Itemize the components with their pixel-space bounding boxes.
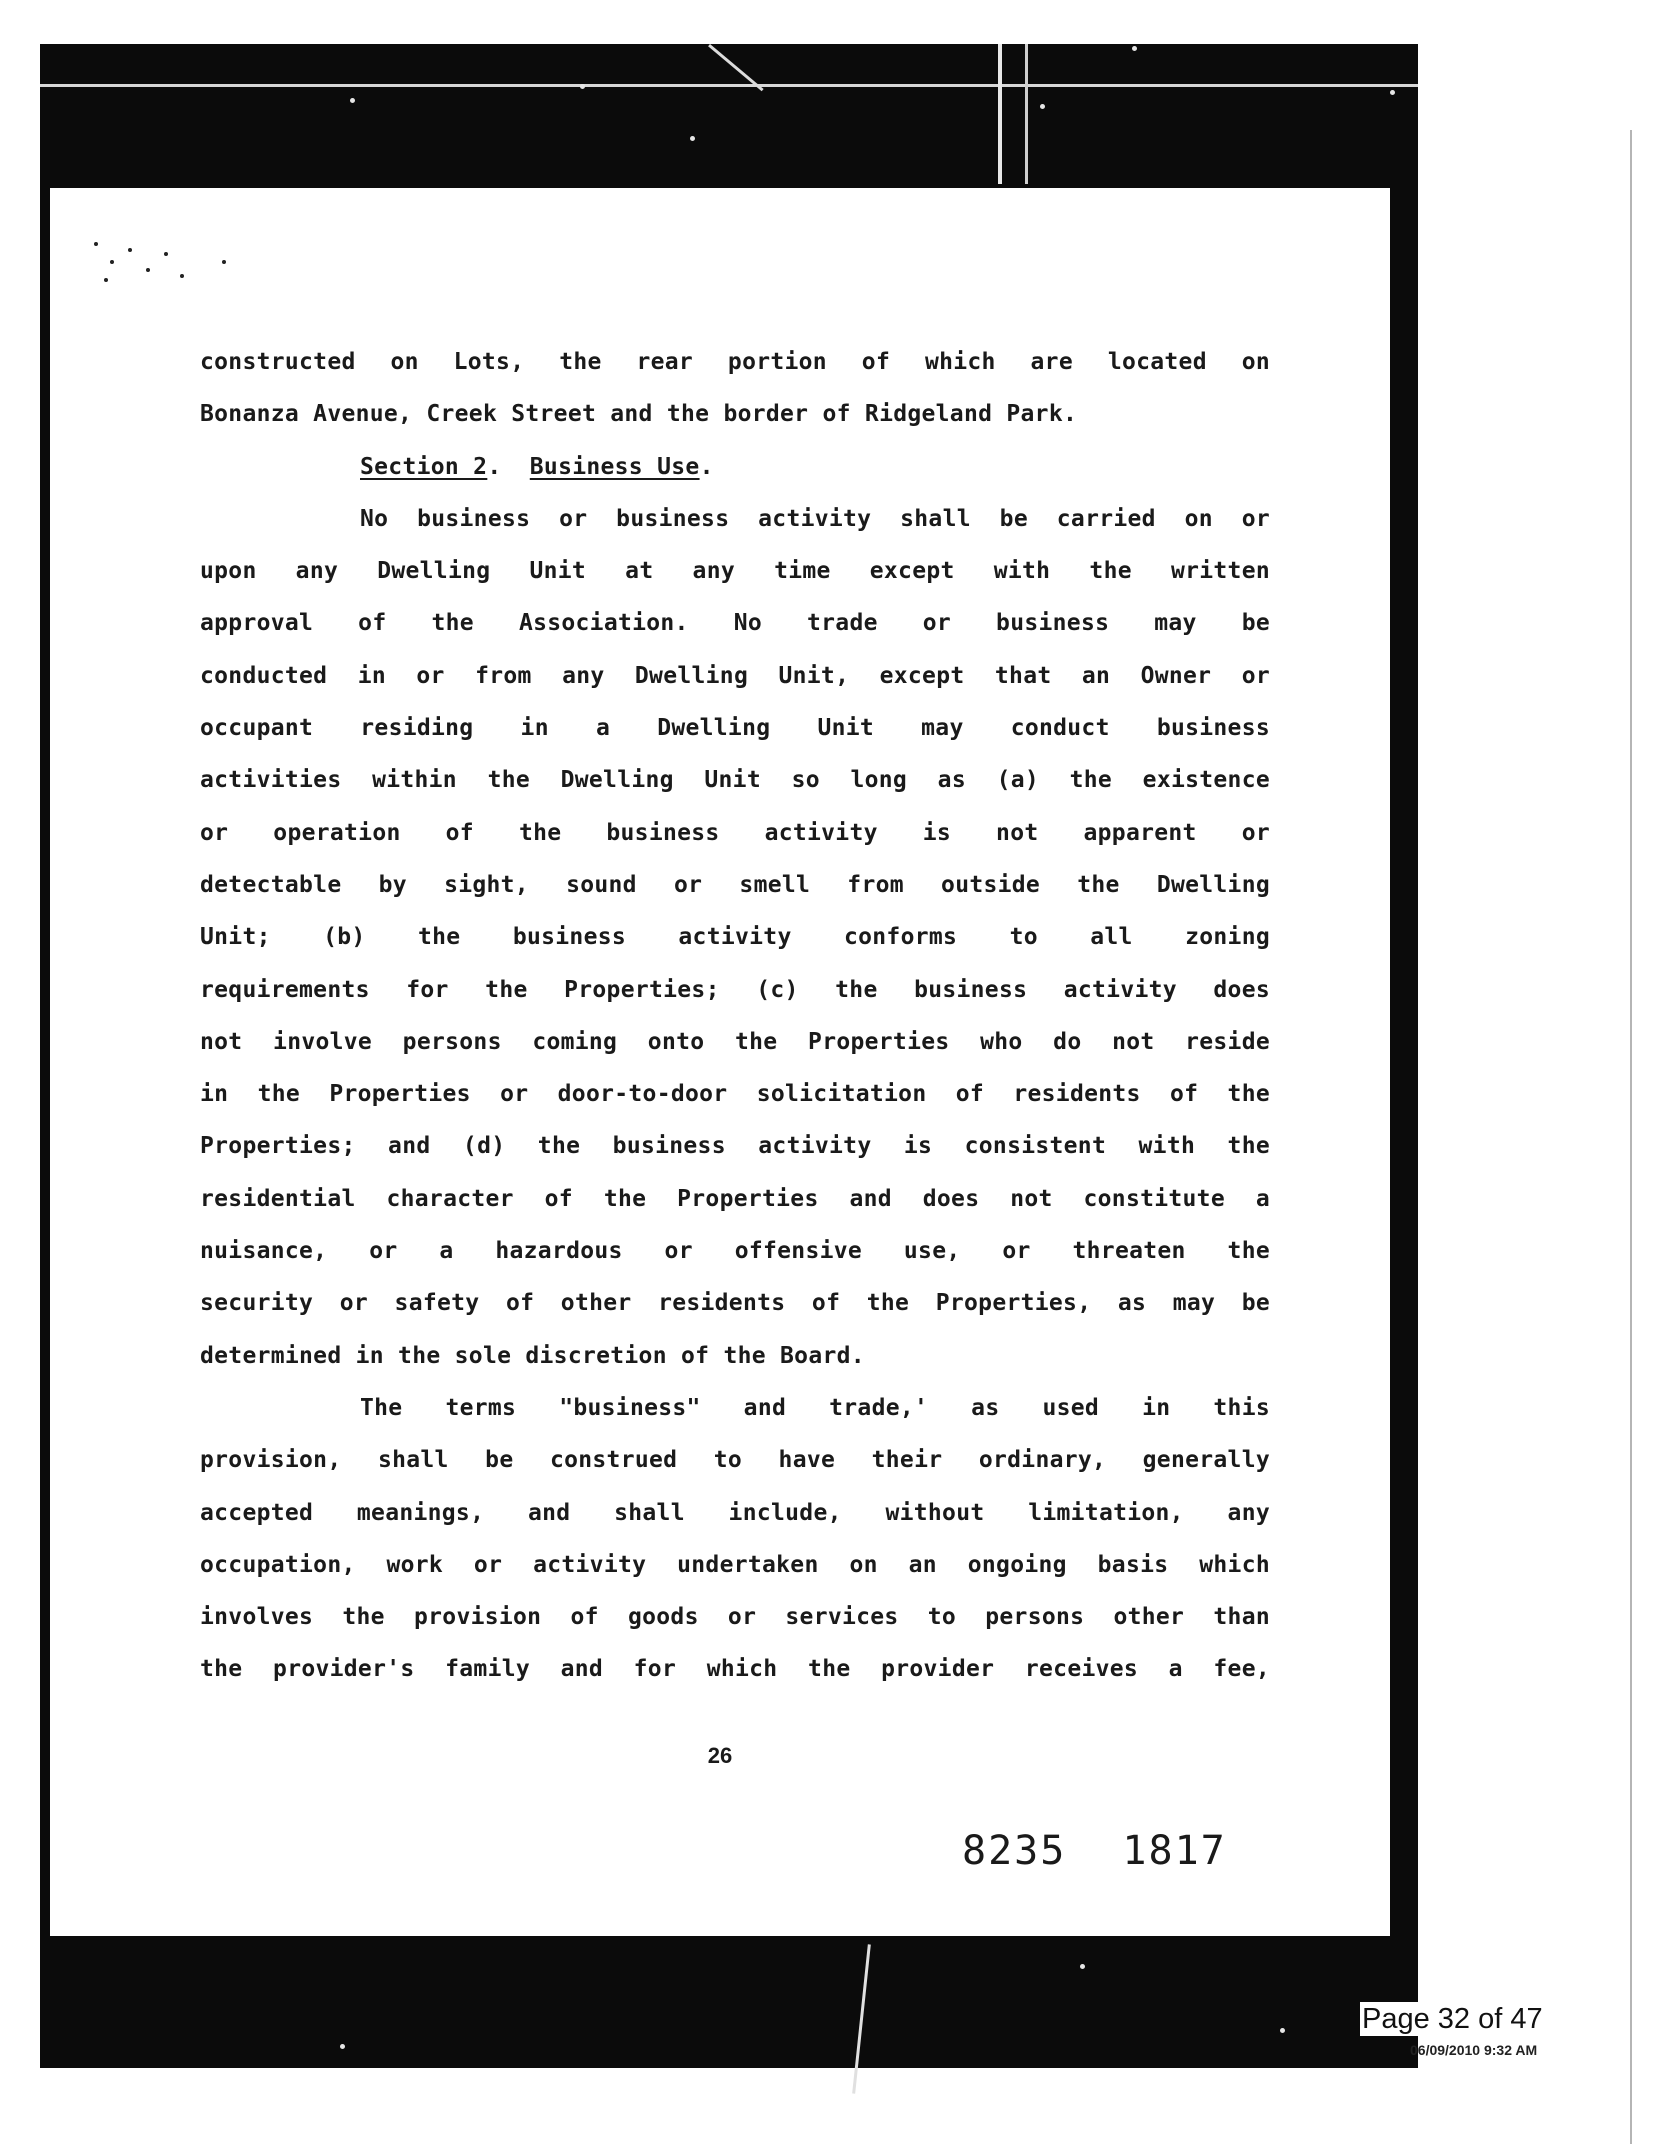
- text-line: or operation of the business activity is not apparent or: [200, 819, 1270, 846]
- scan-speck: [1080, 1964, 1085, 1969]
- text-line: security or safety of other residents of the Properties, as may be: [200, 1290, 1270, 1317]
- text-line: No business or business activity shall be carried on or: [360, 505, 1270, 532]
- document-body: [200, 336, 1270, 1696]
- section-title: Business Use: [529, 453, 700, 480]
- text-line: in the Properties or door-to-door solicitation of residents of the: [200, 1081, 1270, 1108]
- text-line: Unit; (b) the business activity conforms to all zoning: [200, 924, 1270, 951]
- scan-top-rule: [40, 84, 1418, 87]
- text-line: determined in the sole discretion of the Board.: [200, 1342, 865, 1369]
- page-number: 26: [707, 1743, 733, 1768]
- text-line: detectable by sight, sound or smell from outside the Dwelling: [200, 871, 1270, 898]
- text-line: occupant residing in a Dwelling Unit may conduct business: [200, 715, 1270, 742]
- book-page-reference: [962, 1828, 1227, 1874]
- text-line: nuisance, or a hazardous or offensive use, or threaten the: [200, 1238, 1270, 1265]
- page-indicator: Page 32 of 47: [1362, 2003, 1543, 2035]
- scan-speck: [1132, 46, 1137, 51]
- scan-vertical-bar: [998, 44, 1028, 184]
- text-line: The terms "business" and trade,' as used in this: [360, 1394, 1270, 1421]
- scan-speck: [350, 98, 355, 103]
- text-line: the provider's family and for which the provider receives a fee,: [200, 1656, 1270, 1683]
- scan-speck: [690, 136, 695, 141]
- text-line: provision, shall be construed to have their ordinary, generally: [200, 1447, 1270, 1474]
- section-label: Section 2: [360, 453, 488, 480]
- text-line: residential character of the Properties and does not constitute a: [200, 1185, 1270, 1212]
- scan-speck: [1390, 90, 1395, 95]
- scan-speck: [1280, 2028, 1285, 2033]
- text-line: requirements for the Properties; (c) the business activity does: [200, 976, 1270, 1003]
- text-line: involves the provision of goods or services to persons other than: [200, 1604, 1270, 1631]
- text-line: conducted in or from any Dwelling Unit, except that an Owner or: [200, 662, 1270, 689]
- scan-speck: [580, 84, 585, 89]
- scan-speck: [340, 2044, 345, 2049]
- text-line: upon any Dwelling Unit at any time except with the written: [200, 558, 1270, 585]
- text-line: not involve persons coming onto the Properties who do not reside: [200, 1028, 1270, 1055]
- text-line: accepted meanings, and shall include, without limitation, any: [200, 1499, 1270, 1526]
- right-edge-line: [1630, 130, 1632, 2144]
- print-timestamp: 06/09/2010 9:32 AM: [1410, 2042, 1538, 2058]
- document-page: [50, 188, 1390, 1936]
- text-line: activities within the Dwelling Unit so long as (a) the existence: [200, 767, 1270, 794]
- scan-bottom-slash: [852, 1944, 871, 2093]
- section-heading: Section 2. Business Use.: [360, 453, 714, 480]
- text-line: approval of the Association. No trade or business may be: [200, 610, 1270, 637]
- book-number: 8235: [962, 1828, 1067, 1874]
- scan-speck: [1040, 104, 1045, 109]
- text-line: Bonanza Avenue, Creek Street and the border of Ridgeland Park.: [200, 401, 1078, 428]
- page-reference: 1817: [1122, 1828, 1227, 1874]
- text-line: constructed on Lots, the rear portion of which are located on: [200, 349, 1270, 375]
- text-line: occupation, work or activity undertaken on an ongoing basis which: [200, 1551, 1270, 1578]
- text-line: Properties; and (d) the business activity is consistent with the: [200, 1133, 1270, 1160]
